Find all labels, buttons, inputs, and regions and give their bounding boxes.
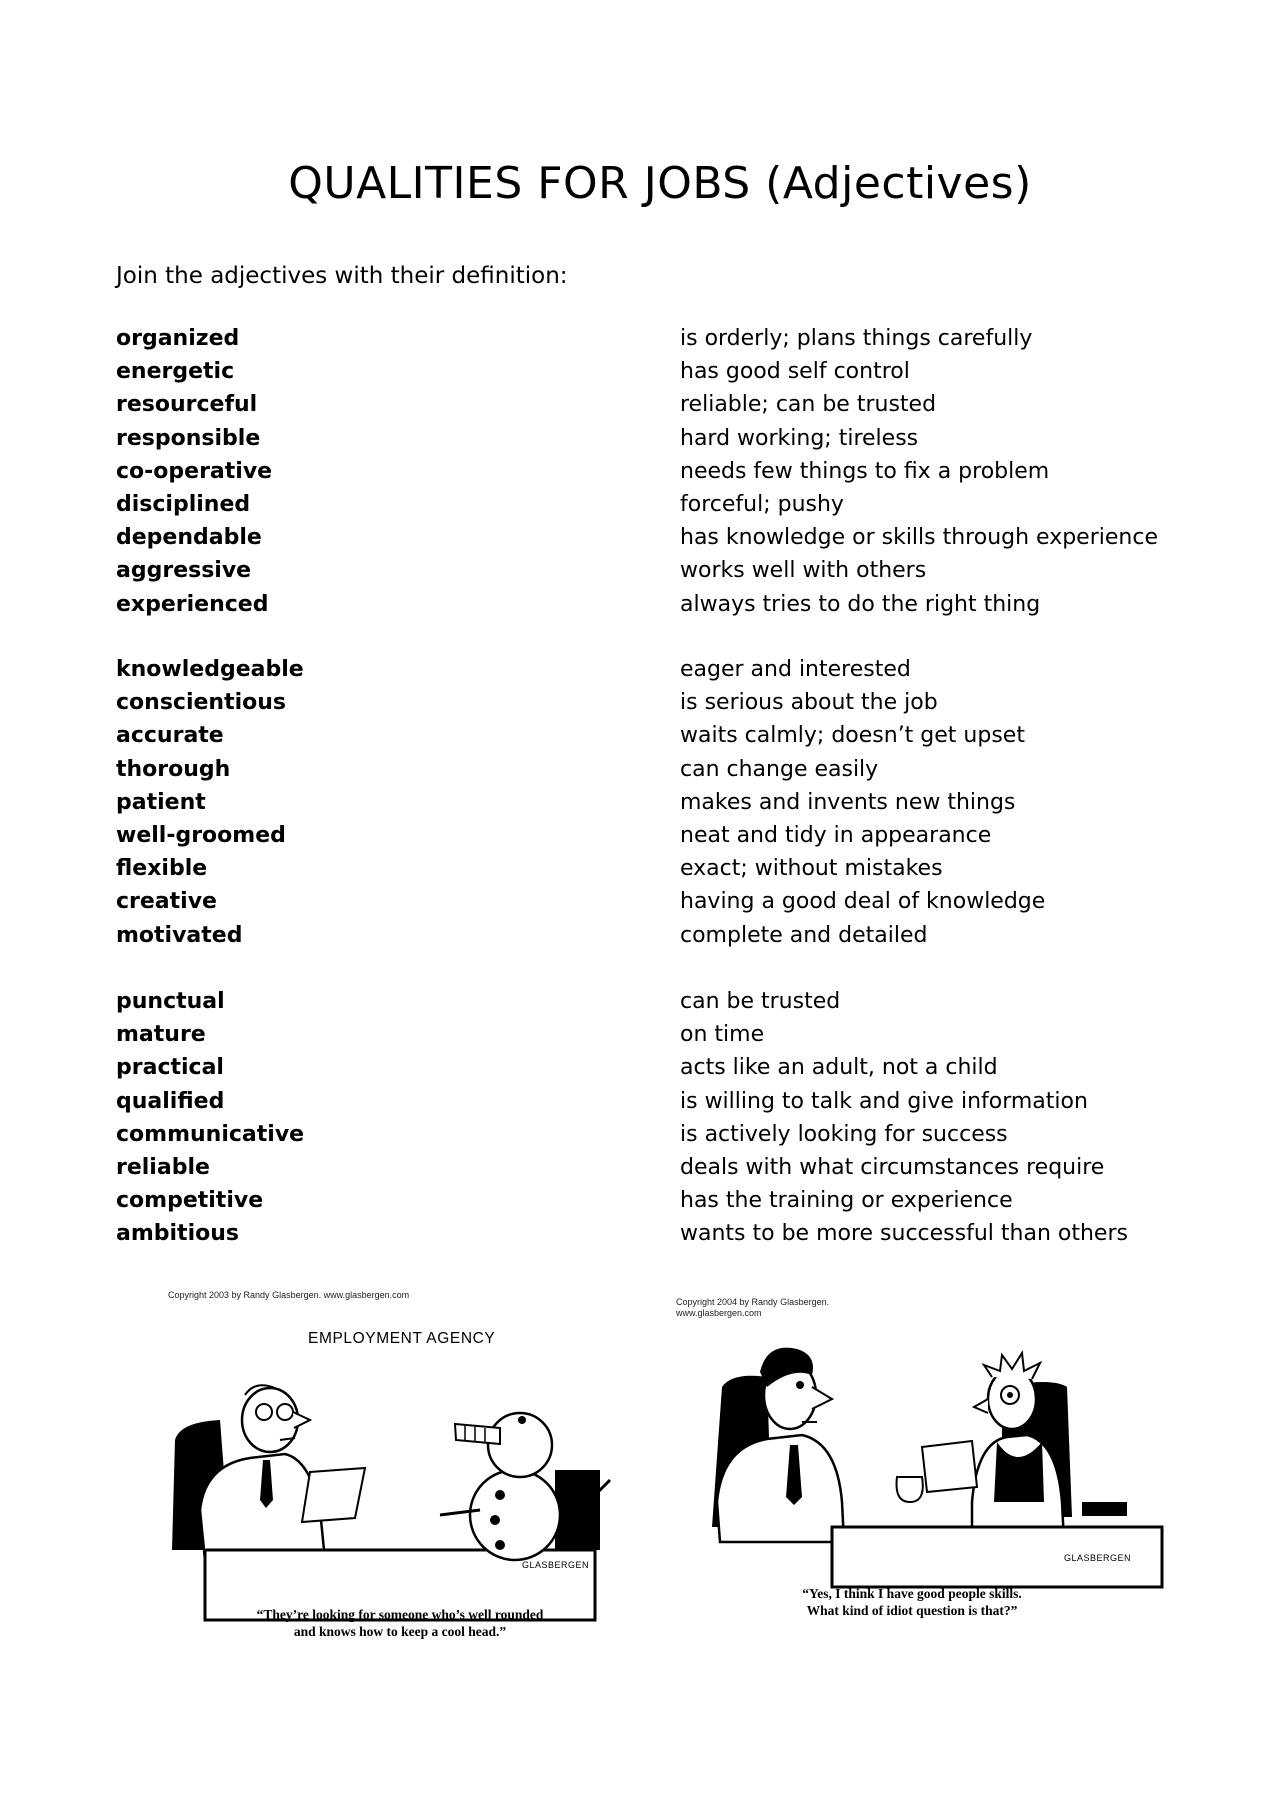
definition-text: reliable; can be trusted [680,392,937,418]
definition-text: has knowledge or skills through experience [680,525,1158,551]
matching-row [0,989,1280,1022]
definition-text: exact; without mistakes [680,856,943,882]
adjective-term: competitive [116,1188,264,1214]
matching-row [0,1221,1280,1254]
matching-row [0,1188,1280,1221]
cartoon-signature: GLASBERGEN [1064,1553,1132,1563]
adjective-term: co-operative [116,458,273,484]
definition-text: forceful; pushy [680,491,844,517]
matching-group-3 [0,989,1280,1255]
adjective-term: aggressive [116,558,252,584]
matching-row [0,690,1280,723]
matching-row [0,1155,1280,1188]
definition-text: hard working; tireless [680,425,919,451]
adjective-term: knowledgeable [116,657,304,682]
instruction-text: Join the adjectives with their definition: [116,263,568,289]
cartoon-drawing-snowman [160,1350,640,1620]
definition-text: deals with what circumstances require [680,1154,1105,1180]
adjective-term: resourceful [116,392,258,418]
definition-text: needs few things to fix a problem [680,458,1050,484]
adjective-term: accurate [116,723,224,749]
adjective-term: dependable [116,525,262,551]
adjective-term: motivated [116,922,243,948]
adjective-term: practical [116,1055,224,1081]
matching-row [0,1022,1280,1055]
matching-row [0,790,1280,823]
matching-row [0,492,1280,525]
matching-row [0,923,1280,956]
cartoon-copyright: Copyright 2003 by Randy Glasbergen. www.glasbergen.com [168,1290,410,1300]
definition-text: can change easily [680,756,879,782]
cartoon-caption: “They’re looking for someone who’s well rounded and knows how to keep a cool head.” [256,1607,544,1639]
definition-text: works well with others [680,558,927,584]
definition-text: has good self control [680,359,910,385]
adjective-term: experienced [116,591,269,617]
adjective-term: thorough [116,756,231,782]
definition-text: can be trusted [680,989,841,1014]
adjective-term: reliable [116,1154,210,1180]
definition-text: wants to be more successful than others [680,1221,1128,1247]
matching-row [0,723,1280,756]
matching-row [0,856,1280,889]
matching-row [0,1089,1280,1122]
definition-text: is actively looking for success [680,1121,1008,1147]
matching-row [0,657,1280,690]
adjective-term: patient [116,789,206,815]
cartoon-copyright: Copyright 2004 by Randy Glasbergen. www.glasbergen.com [676,1297,830,1318]
matching-row [0,592,1280,625]
definition-text: has the training or experience [680,1188,1013,1214]
matching-row [0,525,1280,558]
matching-row [0,459,1280,492]
matching-row [0,426,1280,459]
cartoon-employment-agency [160,1290,660,1640]
cartoon-heading: EMPLOYMENT AGENCY [308,1330,496,1347]
matching-row [0,889,1280,922]
definition-text: waits calmly; doesn’t get upset [680,723,1025,749]
matching-row [0,326,1280,359]
definition-text: is serious about the job [680,690,938,716]
adjective-term: mature [116,1022,206,1048]
definition-text: eager and interested [680,657,911,682]
adjective-term: flexible [116,856,208,882]
cartoon-caption: “Yes, I think I have good people skills. What kind of idiot question is that?” [802,1586,1022,1618]
adjective-term: responsible [116,425,261,451]
adjective-term: communicative [116,1121,305,1147]
cartoon-people-skills [672,1297,1172,1637]
matching-row [0,558,1280,591]
adjective-term: disciplined [116,491,251,517]
matching-row [0,1122,1280,1155]
matching-group-1 [0,326,1280,625]
definition-text: acts like an adult, not a child [680,1055,998,1081]
adjective-term: qualified [116,1088,225,1114]
adjective-term: energetic [116,359,235,385]
matching-group-2 [0,657,1280,956]
page-title: QUALITIES FOR JOBS (Adjectives) [288,158,1032,209]
definition-text: is orderly; plans things carefully [680,326,1033,351]
matching-row [0,359,1280,392]
definition-text: neat and tidy in appearance [680,822,992,848]
cartoon-drawing-interview [672,1327,1172,1577]
definition-text: having a good deal of knowledge [680,889,1046,915]
matching-row [0,1055,1280,1088]
adjective-term: ambitious [116,1221,239,1247]
matching-row [0,757,1280,790]
definition-text: is willing to talk and give information [680,1088,1088,1114]
adjective-term: punctual [116,989,225,1014]
adjective-term: conscientious [116,690,287,716]
definition-text: on time [680,1022,765,1048]
cartoon-signature: GLASBERGEN [522,1560,590,1570]
adjective-term: organized [116,326,240,351]
adjective-term: creative [116,889,217,915]
matching-row [0,823,1280,856]
definition-text: complete and detailed [680,922,928,948]
matching-row [0,392,1280,425]
definition-text: always tries to do the right thing [680,591,1041,617]
definition-text: makes and invents new things [680,789,1016,815]
adjective-term: well-groomed [116,822,286,848]
